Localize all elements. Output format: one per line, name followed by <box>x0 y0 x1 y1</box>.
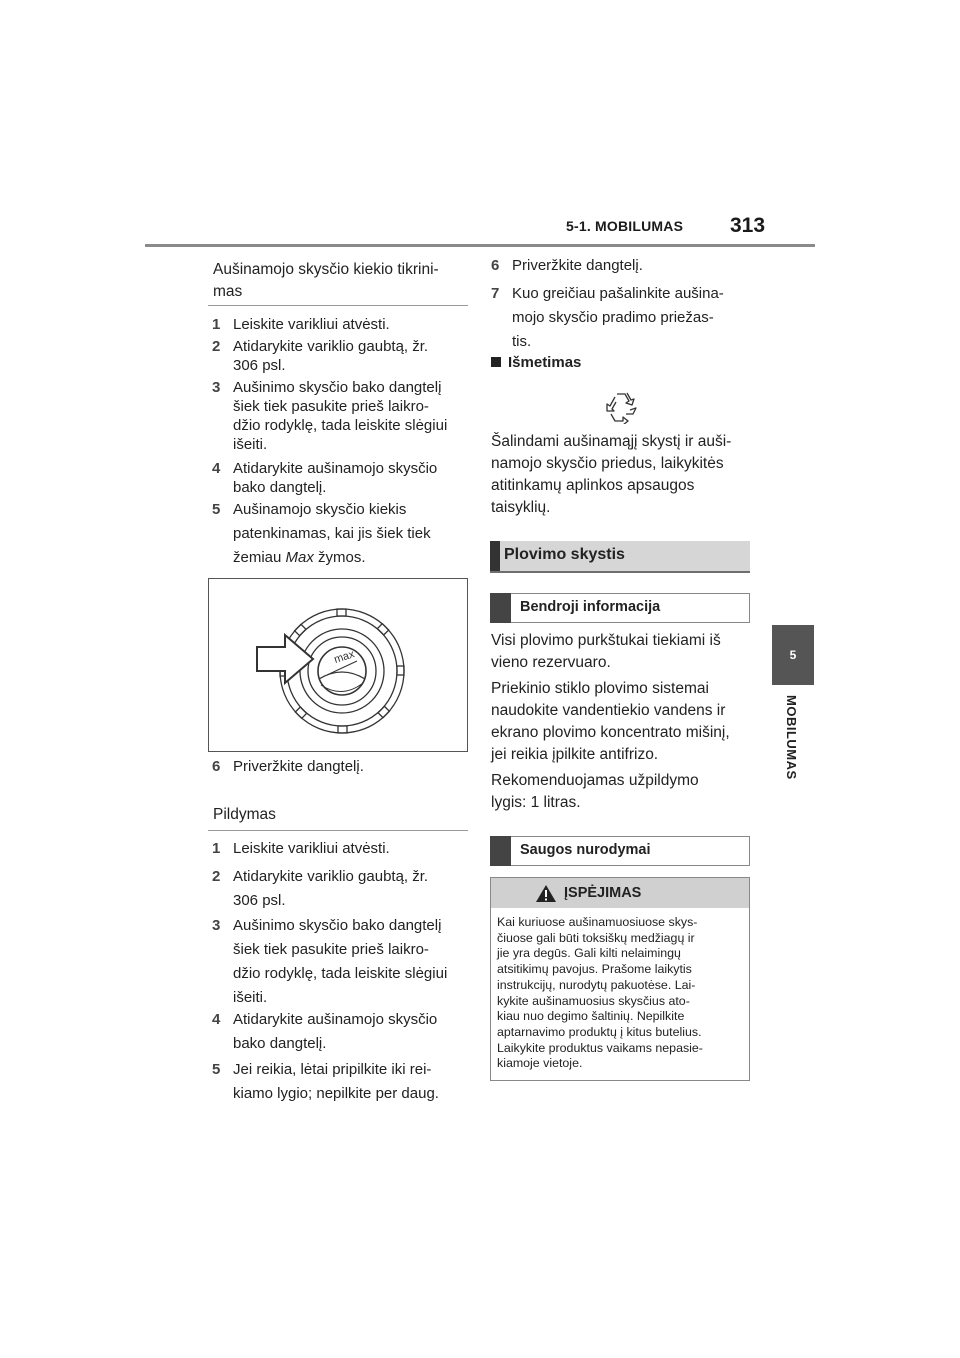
fill-step-5: 5 Jei reikia, lėtai pripilkite iki rei- kiamo lygio; nepilkite per daug. <box>212 1061 439 1102</box>
fill-step-2: 2 Atidarykite variklio gaubtą, žr. 306 psl. <box>212 868 429 909</box>
general-info-heading: Bendroji informacija <box>490 593 750 623</box>
bullet-square-icon <box>491 357 501 367</box>
fill-heading: Pildymas <box>213 806 276 823</box>
max-mark: max <box>332 648 357 667</box>
general-paragraph-3: Rekomenduojamas užpildymo lygis: 1 litras. <box>491 772 699 811</box>
check-step-5: 5 Aušinamojo skysčio kiekis patenkinamas, kai jis šiek tiek žemiau Max žymos. <box>212 501 431 566</box>
check-step-6-right: 6 Priveržkite dangtelį. <box>491 257 643 274</box>
warning-title: ĮSPĖJIMAS <box>564 885 642 901</box>
check-heading-rule <box>208 305 468 306</box>
check-step-4: 4 Atidarykite aušinamojo skysčio bako dangtelį. <box>212 460 438 496</box>
fill-step-1: 1 Leiskite varikliui atvėsti. <box>212 840 390 857</box>
general-paragraph-1: Visi plovimo purkštukai tiekiami iš vieno rezervuaro. <box>491 632 721 671</box>
page-number: 313 <box>730 214 766 237</box>
header-rule <box>145 244 815 247</box>
check-step-3: 3 Aušinimo skysčio bako dangtelį šiek tiek pasukite prieš laikro- džio rodyklę, tada leiskite slėgiui išeiti. <box>212 379 448 453</box>
disposal-heading: Išmetimas <box>491 354 581 371</box>
warning-box <box>490 877 750 1081</box>
chapter-tab: 5 <box>772 625 814 685</box>
section-title-band <box>490 541 750 573</box>
fill-step-3: 3 Aušinimo skysčio bako dangtelį šiek tiek pasukite prieš laikro- džio rodyklę, tada leiskite slėgiui išeiti. <box>212 917 448 1006</box>
check-step-7: 7 Kuo greičiau pašalinkite aušina- mojo skysčio pradimo priežas- tis. <box>491 285 724 350</box>
fill-heading-rule <box>208 830 468 831</box>
recycle-icon <box>604 390 638 424</box>
safety-heading: Saugos nurodymai <box>490 836 750 866</box>
section-title: Plovimo skystis <box>504 546 625 563</box>
coolant-cap-illustration <box>209 579 467 751</box>
coolant-cap-figure <box>208 578 468 752</box>
warning-triangle-icon <box>535 884 557 903</box>
check-step-6: 6 Priveržkite dangtelį. <box>212 758 364 775</box>
disposal-text: Šalindami aušinamąjį skystį ir auši- namojo skysčio priedus, laikykitės atitinkamų aplinkos apsaugos taisyklių. <box>491 433 732 516</box>
chapter-label: MOBILUMAS <box>784 695 799 780</box>
warning-body: Kai kuriuose aušinamuosiuose skys- čiuose gali būti toksiškų medžiagų ir jie yra degūs. Gali kilti nelaimingų atsitikimų pavojus. Prašome laikytis instrukcijų, nurodytų pakuotėse. Lai- kykite aušinamuosius skysčius ato- kiau nuo degimo šaltinių. Nepilkite aptarnavimo produktų į kitus butelius. Laikykite produktus vaikams nepasie- kiamoje vietoje. <box>497 915 703 1071</box>
general-paragraph-2: Priekinio stiklo plovimo sistemai naudokite vandentiekio vandens ir ekrano plovimo koncentrato mišinį, jei reikia įpilkite antifrizo. <box>491 680 730 763</box>
check-heading: Aušinamojo skysčio kiekio tikrini- mas <box>213 261 439 300</box>
section-header: 5-1. MOBILUMAS <box>566 218 684 234</box>
check-step-2: 2 Atidarykite variklio gaubtą, žr. 306 psl. <box>212 338 429 374</box>
fill-step-4: 4 Atidarykite aušinamojo skysčio bako dangtelį. <box>212 1011 438 1052</box>
check-step-1: 1 Leiskite varikliui atvėsti. <box>212 316 390 333</box>
